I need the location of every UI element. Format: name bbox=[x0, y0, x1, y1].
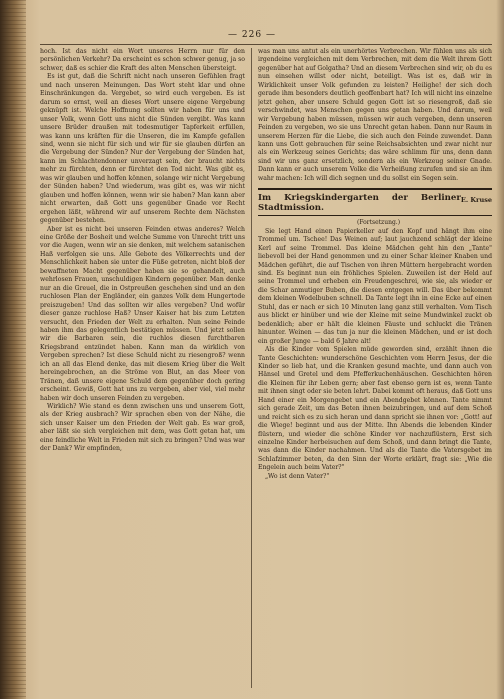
book-spine bbox=[0, 0, 26, 699]
paragraph: Aber ist es nicht bei unseren Feinden etwas anderes? Welch eine Größe der Bosheit und welche Summe von Unrecht tritt uns vor die Augen, wenn wir an sie denken, mit welchem satanischen Haß verfolgen sie uns. Alle Gebote des Völkerrechts und der Menschlichkeit haben sie unter die Füße getreten, nicht bloß der bewaffneten Macht gegenüber haben sie so gehandelt, auch wehrlosen Frauen, unschuldigen Kindern gegenüber. Man denke nur an die Greuel, die in Ostpreußen geschehen sind und an den ruchlosen Plan der Engländer, ein ganzes Volk dem Hungertode preiszugeben! Und das sollten wir alles vergeben? Und wofür dieser ganze ruchlose Haß? Unser Kaiser hat bis zum Letzten versucht, den Frieden der Welt zu erhalten. Nun seine Feinde haben ihm das gelegentlich bestätigen müssen. Und jetzt sollen wir die Barbaren sein, die ruchlos diesen furchtbaren Kriegsbrand entzündet haben. Kann man da wirklich von Vergeben sprechen? Ist diese Schuld nicht zu riesengroß? wenn ich an all das Elend denke, das mit diesem Krieg über die Welt hereingebrochen, an die Ströme von Blut, an das Meer von Tränen, daß unsere eigene Schuld dem gegenüber doch gering erscheint. Gewiß, Gott hat uns zu vergeben, aber viel, viel mehr haben wir doch unseren Feinden zu vergeben. bbox=[40, 225, 245, 402]
article-title: Im Kriegskindergarten der Berliner Stadtmission. bbox=[258, 193, 461, 214]
page-number: — 226 — bbox=[228, 30, 276, 40]
paragraph: Wirklich? Wie stand es denn zwischen uns und unserem Gott, als der Krieg ausbrach? Wir sprachen eben von der Nähe, die sich unser Kaiser um den Frieden der Welt gab. Es war groß, aber läßt sie sich vergleichen mit dem, was Gott getan hat, um eine feindliche Welt in Frieden mit sich zu bringen? Und was war der Dank? Wir empfinden, bbox=[40, 403, 245, 453]
right-column bbox=[258, 48, 492, 688]
header-rule bbox=[40, 44, 492, 45]
paragraph: hoch. Ist das nicht ein Wort unseres Herrn nur für den persönlichen Verkehr? Da erscheint es schon schwer genug, ja so schwer, daß es schier die Kraft des alten Menschen übersteigt. bbox=[40, 48, 245, 72]
article-author: E. Kruse bbox=[460, 196, 492, 205]
heading-rule bbox=[258, 215, 492, 216]
article-heading bbox=[258, 193, 492, 213]
paragraph: was man uns antut als ein unerhörtes Verbrechen. Wir fühlen uns als sich irgendeine vergleichen mit dem Verbrechen, mit dem die Welt ihrem Gott gegenüber hat auf Golgatha? Und an diesem Verbrechen sind wir, ob du es nun einsehen willst oder nicht, beteiligt. Was ist es, daß wir in Wirklichkeit unser Volk gefunden zu leisten? Heilighe! der sich doch gerade ihm besonders deutlich geoffenbart hat? Ich will nicht ins einzelne jetzt gehen, aber unsere Schuld gegen Gott ist so riesengroß, daß sie verschwindet, was Menschen gegen uns getan haben. Und darum, weil wir Vergebung haben müssen, müssen wir auch vergeben, denn unseren Feinden zu vergeben, wo sie uns Unrecht getan haben. Dann nur Raum in unserem Herzen für die Liebe, die sich auch den Feinde zuwendet. Dann kann uns Gott gebrauchen für seine Reichsabsichten und zwar nicht nur als ein Werkzeug seines Gerichts; das wäre schlimm für uns, denn dann sind wir uns ganz ersetzlich, sondern als ein Werkzeug seiner Gnade. Dann kann er auch unserem Volke die Verheißung zurufen und sie an ihm wahr machen: Ich will dich segnen und du sollst ein Segen sein. bbox=[258, 48, 492, 182]
paragraph: Es ist gut, daß die Schrift nicht nach unseren Gefühlen fragt und nach unseren Meinungen. Das Wort steht klar und ohne Einschränkungen da. Vergebet, so wird euch vergeben. Es ist darum so ernst, weil an dieses Wort unsere eigene Vergebung geknüpft ist. Welche Hoffnung sollten wir haben für uns und unser Volk, wenn Gott uns nicht die Sünden vergibt. Was kann unsere Brüder draußen mit todesmutiger Tapferkeit erfüllen, was kann uns kräften für die Unseren, die im Kampfe gefallen sind, wenn sie nicht für sich und wir für sie glauben dürfen an die Vergebung der Sünden? Nur der Vergebung der Sünden hat, kann im Schlachtendonner unverzagt sein, der braucht nichts mehr zu fürchten, denn er fürchtet den Tod nicht. Was gibt es, was wir glauben und hoffen können, solange wir nicht Vergebung der Sünden haben? Und wiederum, was gibt es, was wir nicht glauben und hoffen können, wenn wir sie haben? Man kann aber nicht erwarten, daß Gott uns gegenüber Gnade vor Recht ergehen läßt, während wir auf unserem Rechte dem Nächsten gegenüber bestehen. bbox=[40, 73, 245, 225]
paragraph: „Wo ist denn Vater?" bbox=[265, 472, 330, 480]
column-divider bbox=[251, 48, 252, 688]
section-rule bbox=[258, 188, 492, 190]
left-column bbox=[40, 48, 245, 688]
paragraph: Sie legt Hand einen Papierkeller auf den Kopf und hängt ihm eine Trommel um. Tschee! Das Weinen auf; laut jauchzend schlägt der kleine Kerl auf seine Trommel. Das kleine Mädchen geht hin den „Tante" liebevoll bei der Hand genommen und zu einer Schar kleiner Knaben und Mädchen geführt, die auf Tischen von ihren Müttern hergebracht worden sind. Es beginnt nun ein fröhliches Spielen. Zuweilen ist der Held auf seine Trommel und erheben ein Freudengeschrei, wie sie, als wieder er die Schar anmutiger Buben, die diesen entgegen will. Das über bekommt dem kleinen Wodelbuben schnell. Da Tante legt ihn in eine Ecke auf einen Stuhl, das er nach er sich 10 Minuten lang ganz still verhalten. Vom Tisch aus blickt er hinüber und wie der Kleine mit seine Mundwinkel zuckt ob bedenklich; aber er hält die kleinen Fäuste und schluckt die Tränen hinunter. Weinen — das tun ja nur die kleinen Mädchen, und er ist doch ein großer Junge — bald 6 Jahre alt! bbox=[258, 227, 492, 345]
continuation-note: (Fortsetzung.) bbox=[356, 219, 401, 227]
paragraph: Als die Kinder vom Spielen müde geworden sind, erzählt ihnen die Tante Geschichten: wunderschöne Geschichten vom Herrn Jesus, der die Kinder so lieb hat, und die Kranken gesund machte, und dann auch von Hänsel und Gretel und dem Pfefferkuchenhäuschen. Geschichten hören die Kleinen für ihr Leben gern; aber fast ebenso gern ist es, wenn Tante mit ihnen singt oder sie beten lehrt. Dabei kommt oft heraus, daß Gott uns Hand einer ein Morgengebet und ein Abendgebet können. Tante nimmt sich gerade Zeit, um das Beten ihnen beizubringen, und auf dem Schoß und reicht sich es zu sich heran und dann spricht sie ihnen vor: „Gott! auf die Wiege! beginnt und aus der Mitte. Ihn Abends die lebenden Kinder flüstern, und wieder die schöne Kinder vor nachzuflüstern, Erst sich einzelne Kinder herbeisuchen auf dem Schoß, und dann bringt die Tante, was dann die Kinder nachahmen. Und als die Tante die Vatersgebet im Schlafzimmer beten, da den Sinn der Worte erklärt, fragt sie: „Wie die Engelein auch beim Vater?" bbox=[258, 346, 492, 472]
page-edge-shadow bbox=[496, 0, 504, 699]
